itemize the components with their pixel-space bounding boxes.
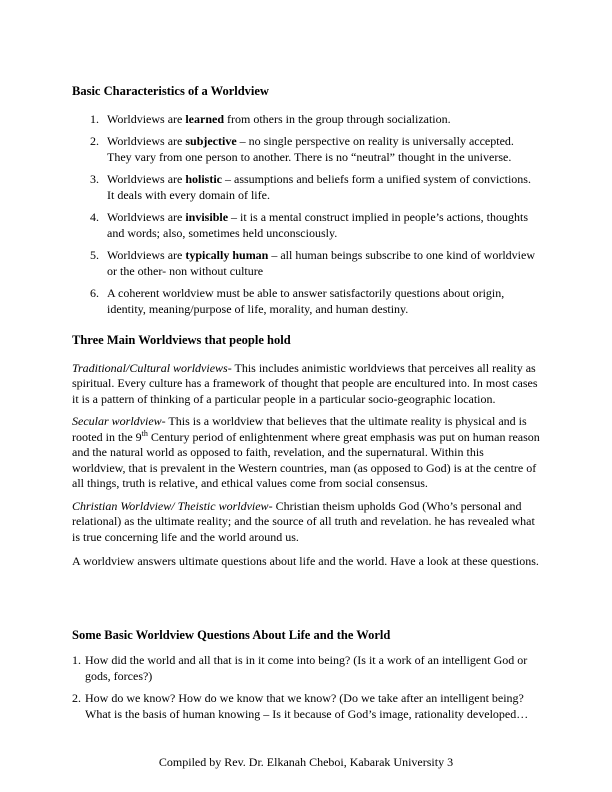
item-text-prefix: Worldviews are [107, 210, 186, 224]
list-item [90, 286, 540, 317]
question-text-rest: (Is it a work of an intelligent God or gods, forces?) [85, 653, 528, 683]
item-bold-term: typically human [185, 248, 269, 262]
item-text-prefix: Worldviews are [107, 111, 186, 126]
list-item-text [107, 112, 540, 128]
list-item [90, 134, 540, 165]
paragraph-lead-italic: Traditional/Cultural worldviews [72, 360, 228, 375]
paragraph-text: Century period of enlightenment where great emphasis was put on human reason and the natural world as opposed to faith, revelation, and the supernatural. Within this worldview, that is prevalent in the Western countries, man (as opposed to God) is at the centre of all things, truth is relative, and ethical values come from social consensus. [72, 429, 540, 490]
list-item [90, 112, 540, 128]
item-bold-term: invisible [185, 210, 229, 224]
paragraph-lead-italic: Christian Worldview/ Theistic worldview [72, 498, 269, 513]
list-item [90, 210, 540, 241]
heading-three-main-worldviews: Three Main Worldviews that people hold [72, 333, 291, 347]
list-item [90, 248, 540, 279]
list-item-number: 1. [90, 111, 99, 126]
item-text-prefix: Worldviews are [107, 172, 186, 186]
item-text-rest: – no single perspective on reality is universally accepted. They vary from one person to another. There is no “neutral” thought in the universe. [107, 134, 514, 164]
question-item [72, 653, 540, 684]
paragraph-closing: A worldview answers ultimate questions about life and the world. Have a look at these questions. [72, 554, 539, 568]
paragraph-traditional-worldview [72, 361, 540, 408]
item-bold-term: holistic [185, 172, 223, 186]
list-item-number: 5. [90, 248, 99, 262]
question-text [85, 653, 540, 684]
question-text-rest: How do we know that we know? (Do we take after an intelligent being? What is the basis of human knowing – Is it because of God’s image, rationality developed… [85, 691, 529, 721]
list-item-text [107, 248, 540, 279]
item-text-prefix: Worldviews are [107, 134, 186, 148]
item-text-rest: – assumptions and beliefs form a unified system of convictions. It deals with every domain of life. [107, 172, 531, 202]
list-item-number: 2. [90, 134, 99, 148]
item-text-prefix: Worldviews are [107, 248, 186, 262]
list-item-number: 6. [90, 286, 99, 300]
paragraph-lead-italic: Secular worldview [72, 414, 162, 428]
list-item-number: 3. [90, 172, 99, 186]
question-italic-lead: How did the world and all that is in it come into being? [85, 653, 351, 667]
paragraph-text: - This includes animistic worldviews that perceives all reality as spiritual. Every culture has a framework of thought that people are encultured into. In most cases it is a pattern of thinking of a particular people in a particular socio-geographic location. [72, 360, 538, 406]
heading-basic-worldview-questions: Some Basic Worldview Questions About Life and the World [72, 627, 391, 642]
question-number: 2. [72, 691, 81, 705]
paragraph-christian-worldview [72, 499, 540, 546]
page-footer: Compiled by Rev. Dr. Elkanah Cheboi, Kabarak University 3 [158, 754, 454, 769]
list-item [90, 172, 540, 203]
list-item-text [107, 172, 540, 203]
paragraph-text: - Christian theism upholds God (Who’s personal and relational) as the ultimate reality; and the source of all truth and revelation. he has revealed what is true concerning life and the world around us. [72, 498, 535, 544]
item-text-rest: – all human beings subscribe to one kind of worldview or the other- non without culture [107, 248, 535, 278]
list-item-text [107, 210, 540, 241]
list-item-text [107, 286, 540, 317]
question-item [72, 691, 540, 722]
item-text-rest: – it is a mental construct implied in people’s actions, thoughts and words; also, sometimes held unconsciously. [107, 210, 528, 240]
question-number: 1. [72, 653, 81, 667]
list-item-number: 4. [90, 210, 99, 224]
ordinal-superscript: th [141, 428, 148, 438]
item-text-prefix: A coherent worldview must be able to answer satisfactorily questions about origin, identity, meaning/purpose of life, morality, and human destiny. [107, 286, 505, 316]
paragraph-secular-worldview [72, 414, 540, 492]
characteristics-list [72, 112, 540, 318]
item-bold-term: subjective [185, 134, 237, 148]
item-bold-term: learned [185, 111, 225, 126]
paragraph-text: - This is a worldview that believes that the ultimate reality is physical and is rooted in the 9 [72, 414, 527, 444]
questions-list [72, 653, 540, 722]
list-item-text [107, 134, 540, 165]
item-text-rest: from others in the group through socialization. [224, 111, 451, 126]
heading-basic-characteristics: Basic Characteristics of a Worldview [72, 84, 269, 98]
question-italic-lead: How do we know? [85, 691, 176, 705]
question-text [85, 691, 540, 722]
